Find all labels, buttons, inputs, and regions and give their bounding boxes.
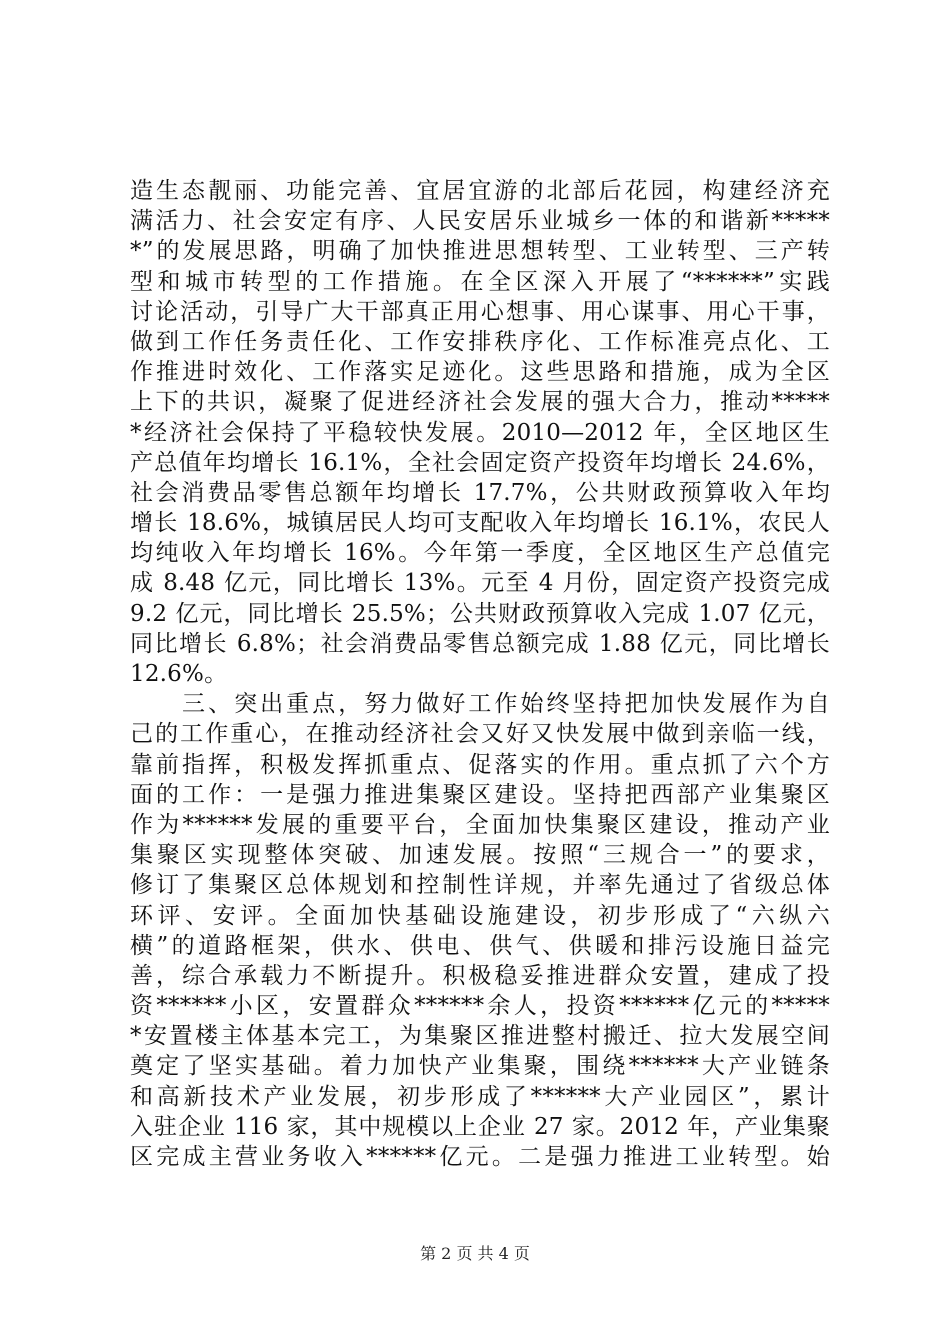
text-line: 入驻企业 116 家，其中规模以上企业 27 家。2012 年，产业集聚 <box>130 1113 830 1140</box>
page-number-footer: 第 2 页 共 4 页 <box>420 1244 530 1263</box>
text-line: 己的工作重心，在推动经济社会又好又快发展中做到亲临一线， <box>130 721 830 748</box>
text-line: 集聚区实现整体突破、加速发展。按照“三规合一”的要求， <box>130 842 830 869</box>
text-line: 作推进时效化、工作落实足迹化。这些思路和措施，成为全区 <box>130 359 830 386</box>
text-line: *”的发展思路，明确了加快推进思想转型、工业转型、三产转 <box>130 238 830 265</box>
text-line: 产总值年均增长 16.1%，全社会固定资产投资年均增长 24.6%， <box>130 449 830 476</box>
text-line: 社会消费品零售总额年均增长 17.7%，公共财政预算收入年均 <box>130 479 830 506</box>
text-line: 均纯收入年均增长 16%。今年第一季度，全区地区生产总值完 <box>130 540 830 567</box>
paragraph-start-line: 三、突出重点，努力做好工作始终坚持把加快发展作为自 <box>130 691 830 718</box>
text-line: 同比增长 6.8%；社会消费品零售总额完成 1.88 亿元，同比增长 <box>130 630 830 657</box>
paragraph-end-line: 12.6%。 <box>130 661 228 687</box>
text-line: 横”的道路框架，供水、供电、供气、供暖和排污设施日益完 <box>130 932 830 959</box>
text-line: 造生态靓丽、功能完善、宜居宜游的北部后花园，构建经济充 <box>130 178 830 204</box>
text-line: 上下的共识，凝聚了促进经济社会发展的强大合力，推动***** <box>130 389 830 416</box>
text-line: 讨论活动，引导广大干部真正用心想事、用心谋事、用心干事， <box>130 298 830 325</box>
text-line: 靠前指挥，积极发挥抓重点、促落实的作用。重点抓了六个方 <box>130 751 830 778</box>
text-line: 修订了集聚区总体规划和控制性详规，并率先通过了省级总体 <box>130 872 830 899</box>
text-line: 满活力、社会安定有序、人民安居乐业城乡一体的和谐新***** <box>130 208 830 235</box>
text-line: 增长 18.6%，城镇居民人均可支配收入年均增长 16.1%，农民人 <box>130 510 830 537</box>
text-line: 奠定了坚实基础。着力加快产业集聚，围绕******大产业链条 <box>130 1053 830 1080</box>
text-line: 区完成主营业务收入******亿元。二是强力推进工业转型。始 <box>130 1144 830 1170</box>
text-line: 和高新技术产业发展，初步形成了******大产业园区”，累计 <box>130 1083 830 1110</box>
body-text <box>130 176 830 1172</box>
text-line: 作为******发展的重要平台，全面加快集聚区建设，推动产业 <box>130 811 830 838</box>
text-line: 型和城市转型的工作措施。在全区深入开展了“******”实践 <box>130 268 830 295</box>
text-line: *经济社会保持了平稳较快发展。2010—2012 年，全区地区生 <box>130 419 830 446</box>
text-line: 面的工作：一是强力推进集聚区建设。坚持把西部产业集聚区 <box>130 781 830 808</box>
text-line: 做到工作任务责任化、工作安排秩序化、工作标准亮点化、工 <box>130 328 830 355</box>
text-line: 善，综合承载力不断提升。积极稳妥推进群众安置，建成了投 <box>130 962 830 989</box>
text-line: 资******小区，安置群众******余人，投资******亿元的***** <box>130 993 830 1020</box>
text-line: *安置楼主体基本完工，为集聚区推进整村搬迁、拉大发展空间 <box>130 1023 830 1050</box>
text-line: 环评、安评。全面加快基础设施建设，初步形成了“六纵六 <box>130 902 830 929</box>
text-line: 9.2 亿元，同比增长 25.5%；公共财政预算收入完成 1.07 亿元， <box>130 600 830 627</box>
text-line: 成 8.48 亿元，同比增长 13%。元至 4 月份，固定资产投资完成 <box>130 570 830 597</box>
